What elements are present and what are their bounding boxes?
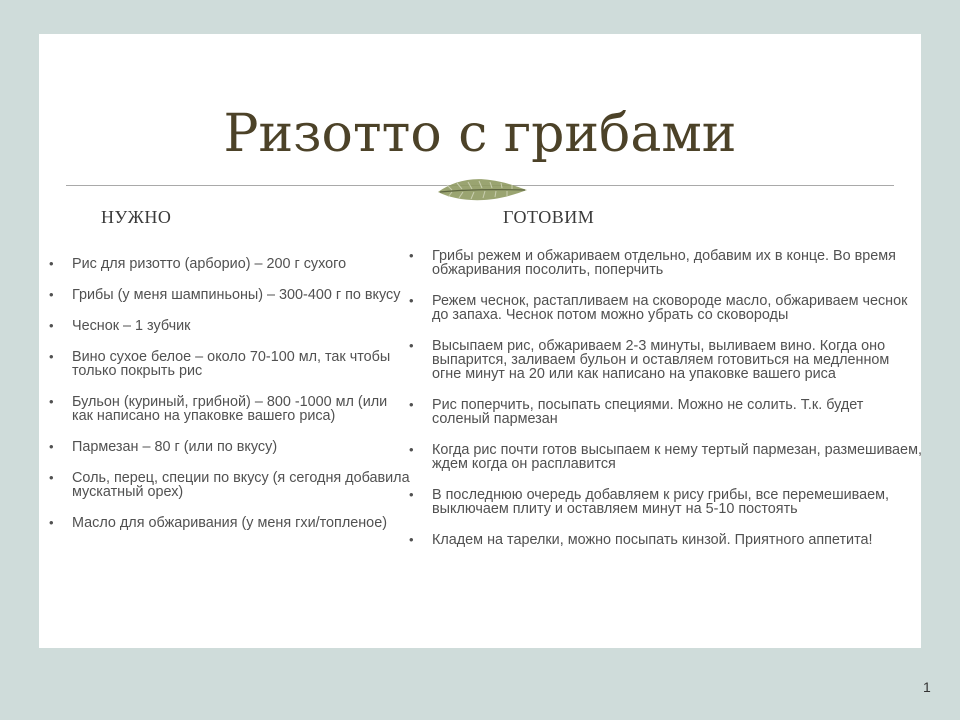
step-text: Грибы режем и обжариваем отдельно, добавим их в конце. Во время обжаривания посолить, поперчить [432,248,896,278]
page-number: 1 [923,679,931,695]
list-item [409,338,922,382]
list-item [409,442,922,472]
list-item [409,248,922,278]
list-item [409,397,922,427]
bullet-dot-icon: • [409,487,414,502]
slide-title: Ризотто с грибами [223,104,737,164]
list-item [49,394,412,424]
bullet-dot-icon: • [49,394,54,409]
bullet-dot-icon: • [409,532,414,547]
ingredients-list [49,256,412,547]
list-item [49,287,412,303]
list-item [49,349,412,379]
list-item [49,439,412,455]
bullet-dot-icon: • [49,287,54,302]
bullet-dot-icon: • [409,338,414,353]
ingredient-text: Чеснок – 1 зубчик [72,318,191,334]
bullet-dot-icon: • [49,515,54,530]
bullet-dot-icon: • [49,349,54,364]
ingredient-text: Вино сухое белое – около 70-100 мл, так чтобы только покрыть рис [72,349,391,379]
bullet-dot-icon: • [409,248,414,263]
bullet-dot-icon: • [409,442,414,457]
list-item [49,318,412,334]
ingredient-text: Пармезан – 80 г (или по вкусу) [72,439,278,455]
step-text: Режем чеснок, растапливаем на сковороде масло, обжариваем чеснок до запаха. Чеснок потом можно убрать со сковороды [432,293,908,323]
list-item [49,515,412,531]
ingredient-text: Грибы (у меня шампиньоны) – 300-400 г по вкусу [72,287,401,303]
bullet-dot-icon: • [409,397,414,412]
left-column-heading: НУЖНО [101,207,172,227]
steps-list [409,248,922,564]
right-column-heading: ГОТОВИМ [503,207,595,227]
step-text: В последнюю очередь добавляем к рису грибы, все перемешиваем, выключаем плиту и оставляем минут на 5-10 постоять [432,487,890,517]
list-item [49,470,412,500]
step-text: Кладем на тарелки, можно посыпать кинзой. Приятного аппетита! [432,532,873,548]
leaf-ornament-icon [432,170,532,210]
ingredient-text: Бульон (куриный, грибной) – 800 -1000 мл (или как написано на упаковке вашего риса) [72,394,388,424]
bullet-dot-icon: • [409,293,414,308]
ingredient-text: Рис для ризотто (арборио) – 200 г сухого [72,256,347,272]
bullet-dot-icon: • [49,318,54,333]
bullet-dot-icon: • [49,439,54,454]
list-item [409,487,922,517]
ingredient-text: Соль, перец, специи по вкусу (я сегодня добавила мускатный орех) [72,470,410,500]
step-text: Рис поперчить, посыпать специями. Можно не солить. Т.к. будет соленый пармезан [432,397,864,427]
list-item [49,256,412,272]
ingredient-text: Масло для обжаривания (у меня гхи/топленое) [72,515,387,531]
list-item [409,532,922,548]
list-item [409,293,922,323]
step-text: Когда рис почти готов высыпаем к нему тертый пармезан, размешиваем, ждем когда он расплавится [432,442,922,472]
step-text: Высыпаем рис, обжариваем 2-3 минуты, выливаем вино. Когда оно выпарится, заливаем бульон и оставляем готовиться на медленном огне минут на 20 или как написано на упаковке вашего риса [432,338,890,382]
bullet-dot-icon: • [49,470,54,485]
bullet-dot-icon: • [49,256,54,271]
